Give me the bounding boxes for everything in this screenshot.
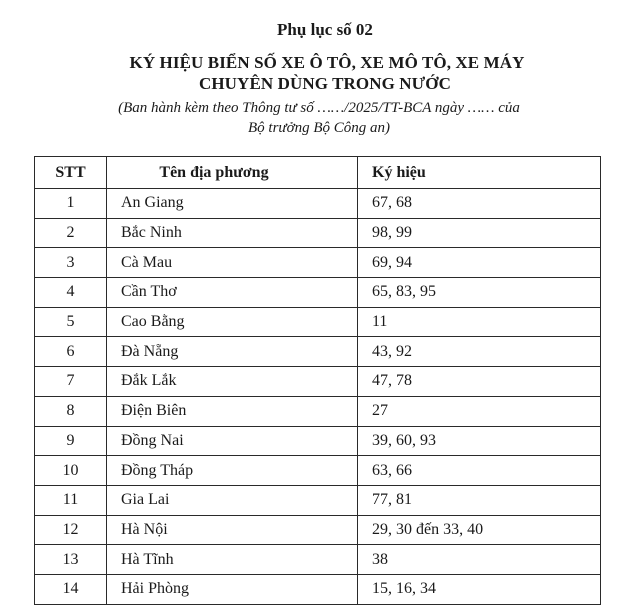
row-locality-name: Cà Mau bbox=[107, 248, 358, 278]
document-title-line-1: KÝ HIỆU BIỂN SỐ XE Ô TÔ, XE MÔ TÔ, XE MÁY bbox=[129, 53, 525, 72]
row-locality-name: An Giang bbox=[107, 189, 358, 219]
row-locality-name: Cao Bằng bbox=[107, 307, 358, 337]
table-row bbox=[35, 485, 601, 515]
row-stt: 3 bbox=[35, 248, 107, 278]
table-header-row bbox=[35, 157, 601, 189]
row-locality-name: Đồng Nai bbox=[107, 426, 358, 456]
issuance-note-line-2: Bộ trưởng Bộ Công an) bbox=[247, 120, 391, 136]
table-row bbox=[35, 396, 601, 426]
row-stt: 1 bbox=[35, 189, 107, 219]
row-locality-name: Hải Phòng bbox=[107, 574, 358, 604]
row-locality-name: Hà Tĩnh bbox=[107, 545, 358, 575]
row-plate-code: 15, 16, 34 bbox=[358, 574, 601, 604]
row-locality-name: Gia Lai bbox=[107, 485, 358, 515]
row-plate-code: 29, 30 đến 33, 40 bbox=[358, 515, 601, 545]
row-stt: 2 bbox=[35, 218, 107, 248]
row-locality-name: Đắk Lắk bbox=[107, 367, 358, 397]
table-row bbox=[35, 278, 601, 308]
row-stt: 7 bbox=[35, 367, 107, 397]
row-plate-code: 47, 78 bbox=[358, 367, 601, 397]
table-row bbox=[35, 189, 601, 219]
row-locality-name: Đà Nẵng bbox=[107, 337, 358, 367]
column-header-stt: STT bbox=[35, 157, 107, 189]
row-stt: 8 bbox=[35, 396, 107, 426]
row-plate-code: 98, 99 bbox=[358, 218, 601, 248]
row-plate-code: 27 bbox=[358, 396, 601, 426]
document-title-line-2: CHUYÊN DÙNG TRONG NƯỚC bbox=[198, 74, 451, 93]
row-stt: 6 bbox=[35, 337, 107, 367]
row-stt: 9 bbox=[35, 426, 107, 456]
table-row bbox=[35, 574, 601, 604]
table-body bbox=[35, 189, 601, 605]
row-plate-code: 77, 81 bbox=[358, 485, 601, 515]
column-header-locality: Tên địa phương bbox=[107, 157, 358, 189]
issuance-note-line-1: (Ban hành kèm theo Thông tư số ……/2025/TT-BCA ngày …… của bbox=[118, 100, 520, 116]
row-stt: 12 bbox=[35, 515, 107, 545]
row-plate-code: 63, 66 bbox=[358, 456, 601, 486]
license-plate-code-table bbox=[34, 156, 601, 605]
row-plate-code: 11 bbox=[358, 307, 601, 337]
row-locality-name: Điện Biên bbox=[107, 396, 358, 426]
row-plate-code: 43, 92 bbox=[358, 337, 601, 367]
table-row bbox=[35, 456, 601, 486]
row-plate-code: 39, 60, 93 bbox=[358, 426, 601, 456]
row-stt: 13 bbox=[35, 545, 107, 575]
table-row bbox=[35, 337, 601, 367]
table-row bbox=[35, 426, 601, 456]
row-plate-code: 67, 68 bbox=[358, 189, 601, 219]
row-locality-name: Cần Thơ bbox=[107, 278, 358, 308]
row-plate-code: 69, 94 bbox=[358, 248, 601, 278]
table-row bbox=[35, 515, 601, 545]
row-stt: 5 bbox=[35, 307, 107, 337]
row-plate-code: 65, 83, 95 bbox=[358, 278, 601, 308]
row-plate-code: 38 bbox=[358, 545, 601, 575]
row-locality-name: Hà Nội bbox=[107, 515, 358, 545]
table-row bbox=[35, 218, 601, 248]
table-row bbox=[35, 545, 601, 575]
appendix-number: Phụ lục số 02 bbox=[277, 20, 373, 39]
column-header-code: Ký hiệu bbox=[358, 157, 601, 189]
row-locality-name: Đồng Tháp bbox=[107, 456, 358, 486]
table-row bbox=[35, 248, 601, 278]
row-locality-name: Bắc Ninh bbox=[107, 218, 358, 248]
row-stt: 11 bbox=[35, 485, 107, 515]
table-row bbox=[35, 307, 601, 337]
row-stt: 10 bbox=[35, 456, 107, 486]
table-row bbox=[35, 367, 601, 397]
row-stt: 4 bbox=[35, 278, 107, 308]
row-stt: 14 bbox=[35, 574, 107, 604]
